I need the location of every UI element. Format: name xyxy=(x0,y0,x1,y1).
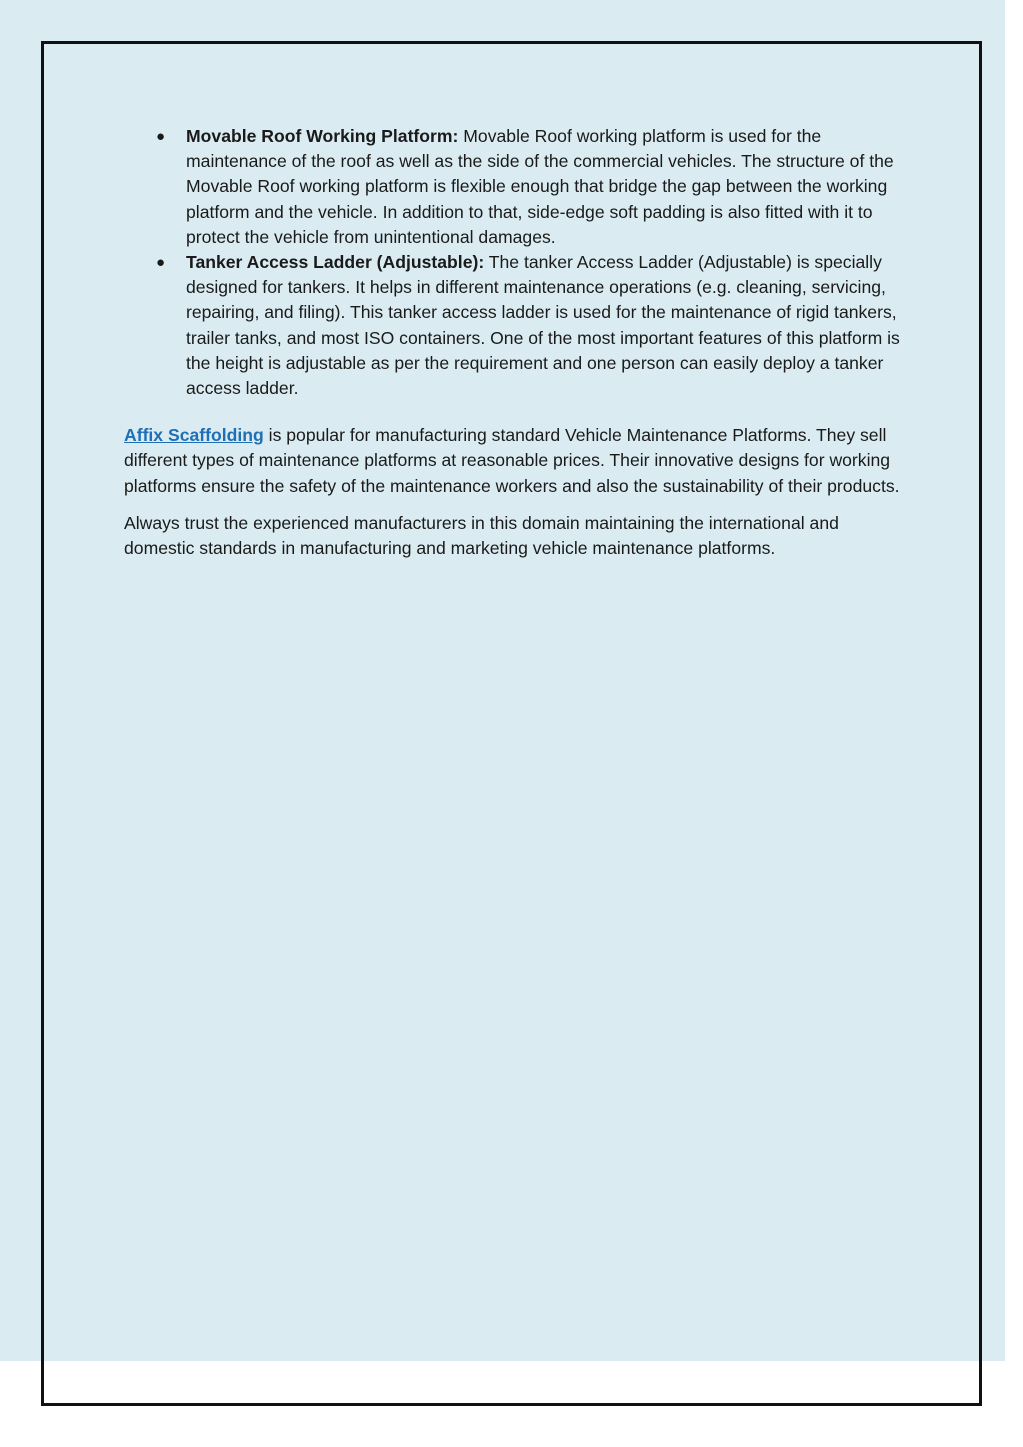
affix-scaffolding-link[interactable]: Affix Scaffolding xyxy=(124,425,264,446)
bullet-icon: ● xyxy=(156,128,166,145)
paragraph-text: is popular for manufacturing standard Vehicle Maintenance Platforms. They sell different types of maintenance platforms at reasonable prices. Their innovative designs for working platforms ensure the safety of the maintenance workers and also the sustainability of their products. xyxy=(124,425,900,496)
list-item-text: Movable Roof working platform is used for the maintenance of the roof as well as the side of the commercial vehicles. The structure of the Movable Roof working platform is flexible enough that bridge the gap between the working platform and the vehicle. In addition to that, side-edge soft padding is also fitted with it to protect the vehicle from unintentional damages. xyxy=(186,126,894,247)
document-body xyxy=(124,124,914,561)
list-item-title: Movable Roof Working Platform: xyxy=(186,126,459,146)
bullet-icon: ● xyxy=(156,254,166,272)
list-item-text: The tanker Access Ladder (Adjustable) is specially designed for tankers. It helps in different maintenance operations (e.g. cleaning, servicing, repairing, and filing). This tanker access ladder is used for the maintenance of rigid tankers, trailer tanks, and most ISO containers. One of the most important features of this platform is the height is adjustable as per the requirement and one person can easily deploy a tanker access ladder. xyxy=(186,252,900,399)
list-item xyxy=(124,250,914,401)
list-item-title: Tanker Access Ladder (Adjustable): xyxy=(186,252,485,273)
paragraph: Always trust the experienced manufacturers in this domain maintaining the international and domestic standards in manufacturing and marketing vehicle maintenance platforms. xyxy=(124,512,839,559)
list-item xyxy=(124,124,914,250)
paragraph xyxy=(124,423,914,499)
bullet-list xyxy=(124,124,914,401)
